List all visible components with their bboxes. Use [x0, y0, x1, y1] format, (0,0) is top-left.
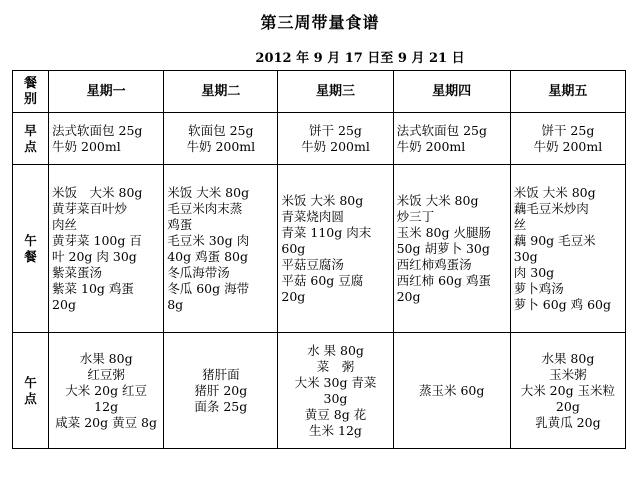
- menu-line: 黄芽菜 100g 百: [52, 232, 142, 248]
- menu-line: 牛奶 200ml: [396, 138, 466, 154]
- menu-line: 12g: [94, 398, 119, 414]
- menu-cell: [278, 333, 393, 449]
- menu-line: 20g: [396, 288, 421, 304]
- menu-line: 西红柿 60g 鸡蛋: [396, 272, 491, 288]
- meal-type-header: [13, 71, 49, 113]
- menu-line: 法式软面包 25g: [396, 122, 487, 138]
- menu-cell: [278, 113, 393, 165]
- meal-label: [13, 333, 49, 449]
- day-header-friday: 星期五: [510, 71, 625, 113]
- meal-label-char: 午: [24, 374, 37, 390]
- lunch-row: [13, 165, 626, 333]
- menu-line: 炒三丁: [396, 208, 435, 224]
- date-range: 2012 年 9 月 17 日至 9 月 21 日: [255, 51, 465, 66]
- menu-line: 平菇豆腐汤: [281, 256, 344, 272]
- menu-line: 冬瓜海带汤: [167, 264, 230, 280]
- meal-label-char: 点: [24, 138, 37, 154]
- meal-label: [13, 165, 49, 333]
- afternoon-snack-row: [13, 333, 626, 449]
- meal-label-char: 餐: [24, 248, 37, 264]
- menu-line: 黄豆 8g 花: [304, 406, 367, 422]
- menu-line: 冬瓜 60g 海带: [167, 280, 250, 296]
- menu-line: 咸菜 20g 黄豆 8g: [55, 414, 158, 430]
- menu-line: 水果 80g: [79, 350, 133, 366]
- menu-line: 毛豆米肉末蒸: [167, 200, 243, 216]
- menu-cell: [49, 165, 164, 333]
- corner-label-line: 别: [24, 91, 38, 107]
- menu-cell: [510, 333, 625, 449]
- menu-line: 黄芽菜百叶炒: [52, 200, 128, 216]
- menu-line: 菜 粥: [316, 358, 355, 374]
- menu-line: 软面包 25g: [188, 122, 254, 138]
- meal-label-char: 点: [24, 390, 37, 406]
- menu-line: 鸡蛋: [167, 216, 193, 232]
- menu-line: 30g: [323, 390, 348, 406]
- menu-line: 生米 12g: [309, 422, 362, 438]
- menu-cell: [393, 165, 510, 333]
- menu-line: 玉米 80g 火腿肠: [396, 224, 491, 240]
- menu-line: 50g 胡萝卜 30g: [396, 240, 490, 256]
- document-title: 第三周带量食谱: [260, 13, 380, 32]
- day-header-monday: 星期一: [49, 71, 164, 113]
- menu-line: 米饭 大米 80g: [167, 184, 250, 200]
- menu-line: 法式软面包 25g: [52, 122, 143, 138]
- menu-line: 萝卜 60g 鸡 60g: [513, 296, 612, 312]
- corner-label-line: 餐: [24, 75, 38, 91]
- menu-line: 牛奶 200ml: [301, 138, 370, 154]
- menu-line: 米饭 大米 80g: [52, 184, 143, 200]
- menu-line: 红豆粥: [87, 366, 125, 382]
- menu-cell: [164, 165, 278, 333]
- menu-cell: [510, 165, 625, 333]
- menu-line: 20g: [281, 288, 306, 304]
- menu-cell: [49, 333, 164, 449]
- menu-cell: [164, 113, 278, 165]
- menu-line: 紫菜蛋汤: [52, 264, 103, 280]
- menu-line: 西红柿鸡蛋汤: [396, 256, 472, 272]
- menu-line: 肉丝: [52, 216, 78, 232]
- menu-cell: [49, 113, 164, 165]
- menu-line: 萝卜鸡汤: [513, 280, 564, 296]
- menu-line: 藕毛豆米炒肉: [513, 200, 589, 216]
- menu-line: 紫菜 10g 鸡蛋: [52, 280, 134, 296]
- menu-line: 毛豆米 30g 肉: [167, 232, 250, 248]
- meal-label-char: 午: [24, 232, 37, 248]
- menu-cell: [278, 165, 393, 333]
- menu-line: 8g: [167, 296, 184, 312]
- breakfast-row: [13, 113, 626, 165]
- menu-line: 叶 20g 肉 30g: [52, 248, 137, 264]
- menu-line: 牛奶 200ml: [533, 138, 603, 154]
- menu-line: 水 果 80g: [307, 342, 364, 358]
- menu-line: 米饭 大米 80g: [281, 192, 364, 208]
- menu-line: 青菜烧肉圆: [281, 208, 344, 224]
- menu-line: 20g: [555, 398, 580, 414]
- menu-line: 米饭 大米 80g: [396, 192, 479, 208]
- menu-line: 大米 20g 玉米粒: [520, 382, 616, 398]
- menu-line: 肉 30g: [513, 264, 555, 280]
- menu-line: 乳黄瓜 20g: [535, 414, 601, 430]
- meal-label-char: 早: [24, 122, 37, 138]
- menu-line: 饼干 25g: [309, 122, 362, 138]
- menu-line: 蒸玉米 60g: [418, 382, 485, 398]
- menu-line: 饼干 25g: [541, 122, 595, 138]
- menu-line: 平菇 60g 豆腐: [281, 272, 364, 288]
- menu-line: 牛奶 200ml: [186, 138, 256, 154]
- menu-line: 米饭 大米 80g: [513, 184, 596, 200]
- menu-line: 牛奶 200ml: [52, 138, 121, 154]
- menu-line: 玉米粥: [549, 366, 587, 382]
- menu-line: 大米 30g 青菜: [294, 374, 377, 390]
- weekly-menu-table: [12, 70, 626, 449]
- header-row: [13, 71, 626, 113]
- menu-line: 面条 25g: [194, 398, 248, 414]
- day-header-wednesday: 星期三: [278, 71, 393, 113]
- menu-line: 青菜 110g 肉末: [281, 224, 372, 240]
- day-header-thursday: 星期四: [393, 71, 510, 113]
- day-header-tuesday: 星期二: [164, 71, 278, 113]
- menu-line: 60g: [281, 240, 306, 256]
- menu-line: 大米 20g 红豆: [65, 382, 148, 398]
- menu-line: 猪肝面: [202, 366, 240, 382]
- menu-line: 藕 90g 毛豆米: [513, 232, 596, 248]
- menu-line: 20g: [52, 296, 76, 312]
- menu-line: 猪肝 20g: [194, 382, 248, 398]
- meal-label: [13, 113, 49, 165]
- menu-line: 40g 鸡蛋 80g: [167, 248, 248, 264]
- menu-line: 丝: [513, 216, 527, 232]
- menu-cell: [164, 333, 278, 449]
- menu-cell: [393, 113, 510, 165]
- menu-line: 水果 80g: [541, 350, 595, 366]
- menu-line: 30g: [513, 248, 538, 264]
- menu-cell: [510, 113, 625, 165]
- menu-cell: [393, 333, 510, 449]
